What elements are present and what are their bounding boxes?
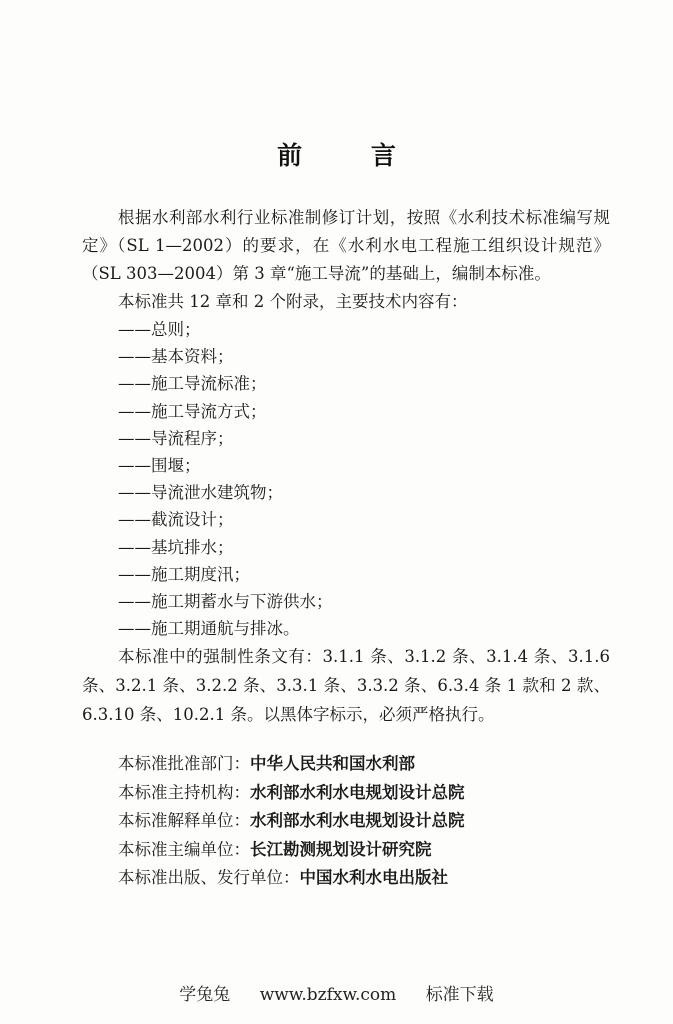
- org-label: 本标准解释单位：: [118, 811, 250, 831]
- org-row-host: [82, 779, 610, 807]
- mandatory-clauses-paragraph: 本标准中的强制性条文有：3.1.1 条、3.1.2 条、3.1.4 条、3.1.6 条、3.2.1 条、3.2.2 条、3.3.1 条、3.3.2 条、6.3.4 条 1 款和 2 款、6.3.10 条、10.2.1 条。以黑体字标示，必须严格执行。: [82, 647, 610, 725]
- contents-list: [82, 316, 610, 642]
- organizations-block: [82, 750, 610, 892]
- org-value: 长江勘测规划设计研究院: [250, 839, 432, 859]
- footer-site-name: 学兔兔: [179, 985, 231, 1005]
- org-row-publisher: [82, 864, 610, 892]
- list-item: ——基坑排水；: [118, 537, 234, 557]
- org-label: 本标准批准部门：: [118, 754, 250, 774]
- org-value: 中国水利水电出版社: [299, 868, 448, 888]
- org-value: 中华人民共和国水利部: [250, 754, 415, 774]
- list-item: ——施工导流标准；: [118, 374, 267, 394]
- list-item: ——围堰；: [118, 456, 201, 476]
- org-value: 水利部水利水电规划设计总院: [250, 811, 465, 831]
- org-label: 本标准主持机构：: [118, 782, 250, 802]
- footer-tagline: 标准下载: [425, 985, 494, 1005]
- list-item: ——施工导流方式；: [118, 401, 267, 421]
- summary-paragraph: 本标准共 12 章和 2 个附录，主要技术内容有：: [118, 292, 468, 311]
- org-row-interpretation: [82, 807, 610, 835]
- list-item: ——基本资料；: [118, 347, 234, 367]
- list-item: ——导流泄水建筑物；: [118, 483, 283, 503]
- list-item: ——截流设计；: [118, 510, 234, 530]
- org-label: 本标准出版、发行单位：: [118, 868, 300, 888]
- org-label: 本标准主编单位：: [118, 839, 250, 859]
- intro-paragraph: 根据水利部水利行业标准制修订计划，按照《水利技术标准编写规定》（SL 1—2002）的要求，在《水利水电工程施工组织设计规范》（SL 303—2004）第 3 章“施工导流”的基础上，编制本标准。: [82, 208, 610, 283]
- list-item: ——施工期蓄水与下游供水；: [118, 592, 333, 612]
- footer-url-link[interactable]: www.bzfxw.com: [259, 985, 397, 1005]
- page-title: 前 言: [277, 141, 426, 170]
- org-row-approval: [82, 750, 610, 778]
- list-item: ——施工期度汛；: [118, 564, 250, 584]
- org-row-chief-editor: [82, 836, 610, 864]
- list-item: ——导流程序；: [118, 428, 234, 448]
- footer-watermark: [0, 980, 673, 1005]
- preface-body: [82, 204, 610, 892]
- list-item: ——总则；: [118, 320, 201, 339]
- org-value: 水利部水利水电规划设计总院: [250, 782, 465, 802]
- list-item: ——施工期通航与排冰。: [118, 619, 300, 639]
